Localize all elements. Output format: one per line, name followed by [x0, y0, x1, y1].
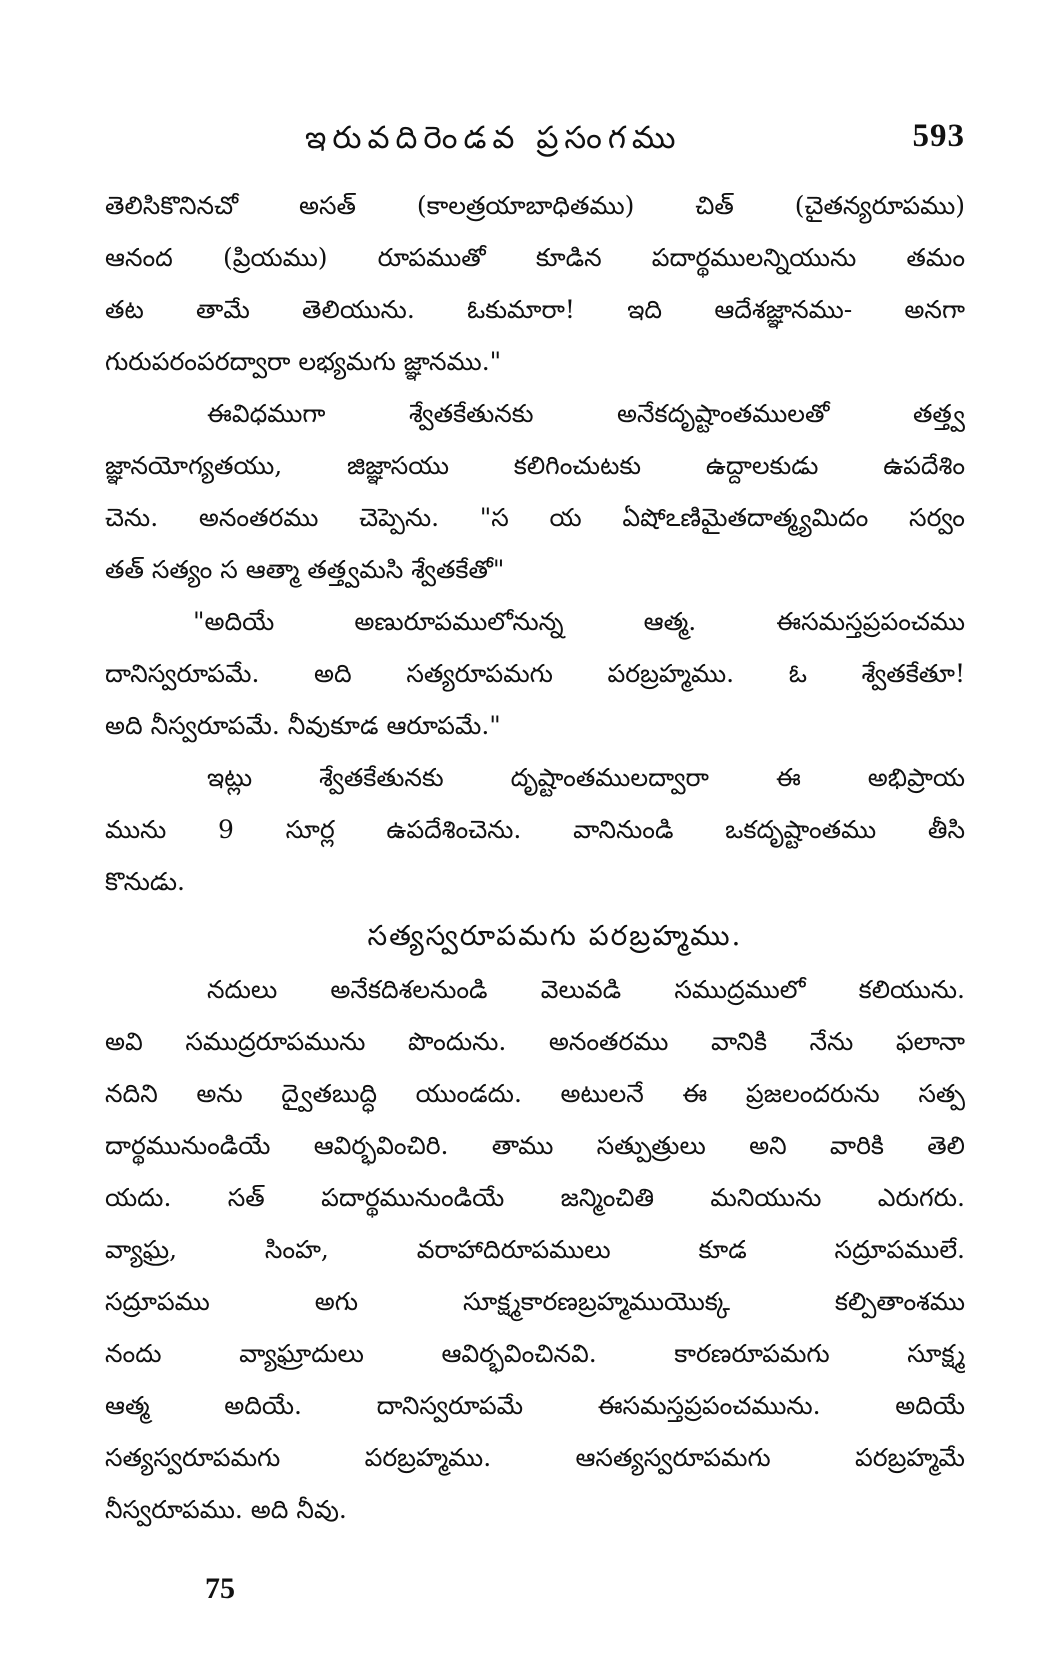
text-line: సద్రూపము అగు సూక్ష్మకారణబ్రహ్మముయొక్క కల్పితాంశము: [105, 1287, 965, 1316]
chapter-title: ఇరువదిరెండవ ప్రసంగము: [305, 120, 682, 156]
text-line: ఈవిధముగా శ్వేతకేతునకు అనేకదృష్టాంతములతో తత్త్వ: [207, 399, 965, 428]
text-line: యదు. సత్ పదార్థమునుండియే జన్మించితి మనియును ఎరుగరు.: [105, 1183, 965, 1212]
text-line: మును 9 సూర్ల ఉపదేశించెను. వానినుండి ఒకదృష్టాంతము తీసి: [105, 815, 965, 844]
text-line: కొనుడు.: [105, 867, 185, 896]
paragraph-2: [105, 388, 965, 596]
text-line: దానిస్వరూపమే. అది సత్యరూపమగు పరబ్రహ్మము. ఓ శ్వేతకేతూ!: [105, 659, 965, 688]
text-line: వ్యాఘ్ర, సింహ, వరాహాదిరూపములు కూడ సద్రూపములే.: [105, 1235, 965, 1264]
page-number: 593: [912, 118, 965, 154]
paragraph-1: [105, 180, 965, 388]
text-line: అవి సముద్రరూపమును పొందును. అనంతరము వానికి నేను ఫలానా: [105, 1027, 965, 1056]
text-line: గురుపరంపరద్వారా లభ్యమగు జ్ఞానము.": [105, 347, 502, 376]
text-line: నదులు అనేకదిశలనుండి వెలువడి సముద్రములో కలియును.: [207, 975, 965, 1004]
text-line: జ్ఞానయోగ్యతయు, జిజ్ఞాసయు కలిగించుటకు ఉద్దాలకుడు ఉపదేశిం: [105, 451, 965, 480]
text-line: తెలిసికొనినచో అసత్ (కాలత్రయాబాధితము) చిత్ (చైతన్యరూపము): [105, 191, 965, 220]
text-line: నందు వ్యాఘ్రాదులు ఆవిర్భవించినవి. కారణరూపమగు సూక్ష్మ: [105, 1339, 965, 1368]
running-header: [105, 112, 965, 162]
paragraph-4: [105, 752, 965, 908]
text-line: "అదియే అణురూపములోనున్న ఆత్మ. ఈసమస్తప్రపంచము: [193, 607, 965, 636]
text-line: అది నీస్వరూపమే. నీవుకూడ ఆరూపమే.": [105, 711, 501, 740]
paragraph-3: [105, 596, 965, 752]
text-line: తట తామే తెలియును. ఓకుమారా! ఇది ఆదేశజ్ఞానము- అనగా: [105, 295, 965, 324]
body-text: [105, 180, 965, 1536]
text-line: చెను. అనంతరము చెప్పెను. "స య ఏషోఽణిమైతదాత్మ్యమిదం సర్వం: [105, 503, 965, 532]
text-line: నదిని అను ద్వైతబుద్ధి యుండదు. అటులనే ఈ ప్రజలందరును సత్ప: [105, 1079, 965, 1108]
section-heading: సత్యస్వరూపమగు పరబ్రహ్మము.: [367, 919, 743, 952]
signature-number: 75: [205, 1572, 235, 1605]
paragraph-5: [105, 964, 965, 1536]
text-line: ఆత్మ అదియే. దానిస్వరూపమే ఈసమస్తప్రపంచమును. అదియే: [105, 1391, 965, 1420]
text-line: నీస్వరూపము. అది నీవు.: [105, 1495, 347, 1524]
text-line: తత్ సత్యం స ఆత్మా తత్త్వమసి శ్వేతకేతో": [105, 555, 505, 584]
text-line: సత్యస్వరూపమగు పరబ్రహ్మము. ఆసత్యస్వరూపమగు పరబ్రహ్మమే: [105, 1443, 965, 1472]
text-line: దార్థమునుండియే ఆవిర్భవించిరి. తాము సత్పుత్రులు అని వారికి తెలి: [105, 1131, 965, 1160]
text-line: ఆనంద (ప్రియము) రూపముతో కూడిన పదార్థములన్నియును తమం: [105, 243, 965, 272]
text-line: ఇట్లు శ్వేతకేతునకు దృష్టాంతములద్వారా ఈ అభిప్రాయ: [207, 763, 965, 792]
